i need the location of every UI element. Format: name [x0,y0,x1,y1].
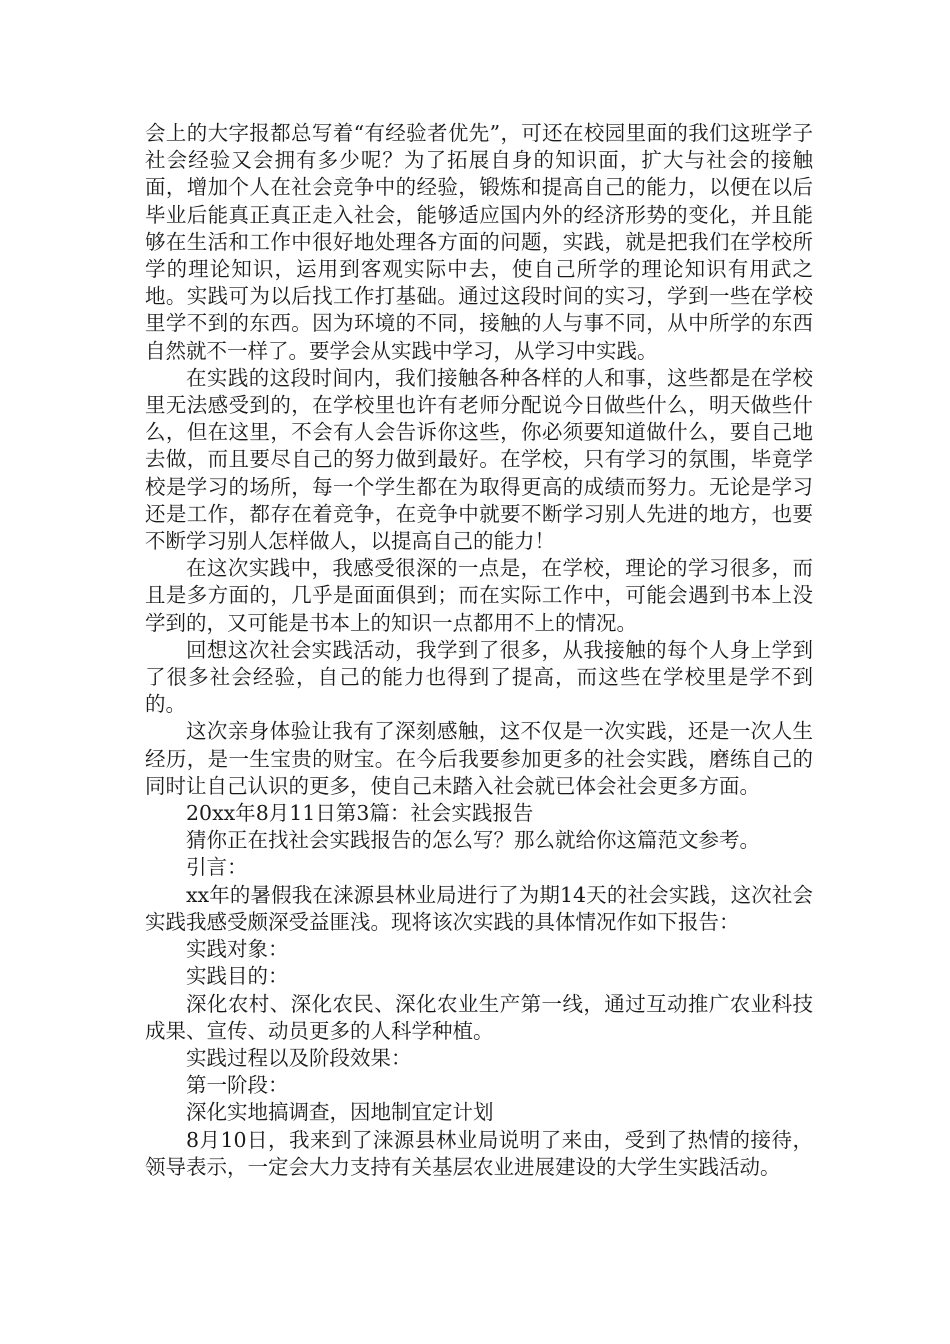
heading-introduction: 引言： [186,855,248,880]
heading-practice-object: 实践对象： [186,937,289,962]
paragraph-intro-line: 猜你正在找社会实践报告的怎么写？那么就给你这篇范文参考。 [186,828,760,853]
paragraph-purpose: 深化农村、深化农民、深化农业生产第一线，通过互动推广农业科技成果、宣传、动员更多的人科学种植。 [145,991,813,1043]
heading-practice-purpose: 实践目的： [186,964,289,989]
heading-stage-one-title: 深化实地搞调查，因地制宜定计划 [186,1100,494,1125]
document-body [145,120,813,1181]
paragraph-stage-one: 8月10日，我来到了涞源县林业局说明了来由，受到了热情的接待，领导表示，一定会大力支持有关基层农业进展建设的大学生实践活动。 [145,1127,813,1179]
date-and-section-heading: 20xx年8月11日第3篇：社会实践报告 [186,801,534,826]
heading-stage-one: 第一阶段： [186,1073,289,1098]
paragraph-4: 回想这次社会实践活动，我学到了很多，从我接触的每个人身上学到了很多社会经验，自己的能力也得到了提高，而这些在学校里是学不到的。 [145,637,813,717]
paragraph-summary: xx年的暑假我在涞源县林业局进行了为期14天的社会实践，这次社会实践我感受颇深受益匪浅。现将该次实践的具体情况作如下报告： [145,882,813,934]
paragraph-3: 在这次实践中，我感受很深的一点是，在学校，理论的学习很多，而且是多方面的，几乎是面面俱到；而在实际工作中，可能会遇到书本上没学到的，又可能是书本上的知识一点都用不上的情况。 [145,556,813,635]
paragraph-1: 会上的大字报都总写着“有经验者优先”，可还在校园里面的我们这班学子社会经验又会拥有多少呢？为了拓展自身的知识面，扩大与社会的接触面，增加个人在社会竞争中的经验，锻炼和提高自己的能力，以便在以后毕业后能真正真正走入社会，能够适应国内外的经济形势的变化，并且能够在生活和工作中很好地处理各方面的问题，实践，就是把我们在学校所学的理论知识，运用到客观实际中去，使自己所学的理论知识有用武之地。实践可为以后找工作打基础。通过这段时间的实习，学到一些在学校里学不到的东西。因为环境的不同，接触的人与事不同，从中所学的东西自然就不一样了。要学会从实践中学习，从学习中实践。 [145,121,813,363]
paragraph-5: 这次亲身体验让我有了深刻感触，这不仅是一次实践，还是一次人生经历，是一生宝贵的财宝。在今后我要参加更多的社会实践，磨练自己的同时让自己认识的更多，使自己未踏入社会就已体会社会更多方面。 [145,719,813,798]
heading-process: 实践过程以及阶段效果： [186,1045,412,1070]
paragraph-2: 在实践的这段时间内，我们接触各种各样的人和事，这些都是在学校里无法感受到的，在学校里也许有老师分配说今日做些什么，明天做些什么，但在这里，不会有人会告诉你这些，你必须要知道做什么，要自己地去做，而且要尽自己的努力做到最好。在学校，只有学习的氛围，毕竟学校是学习的场所，每一个学生都在为取得更高的成绩而努力。无论是学习还是工作，都存在着竞争，在竞争中就要不断学习别人先进的地方，也要不断学习别人怎样做人，以提高自己的能力！ [145,365,813,554]
